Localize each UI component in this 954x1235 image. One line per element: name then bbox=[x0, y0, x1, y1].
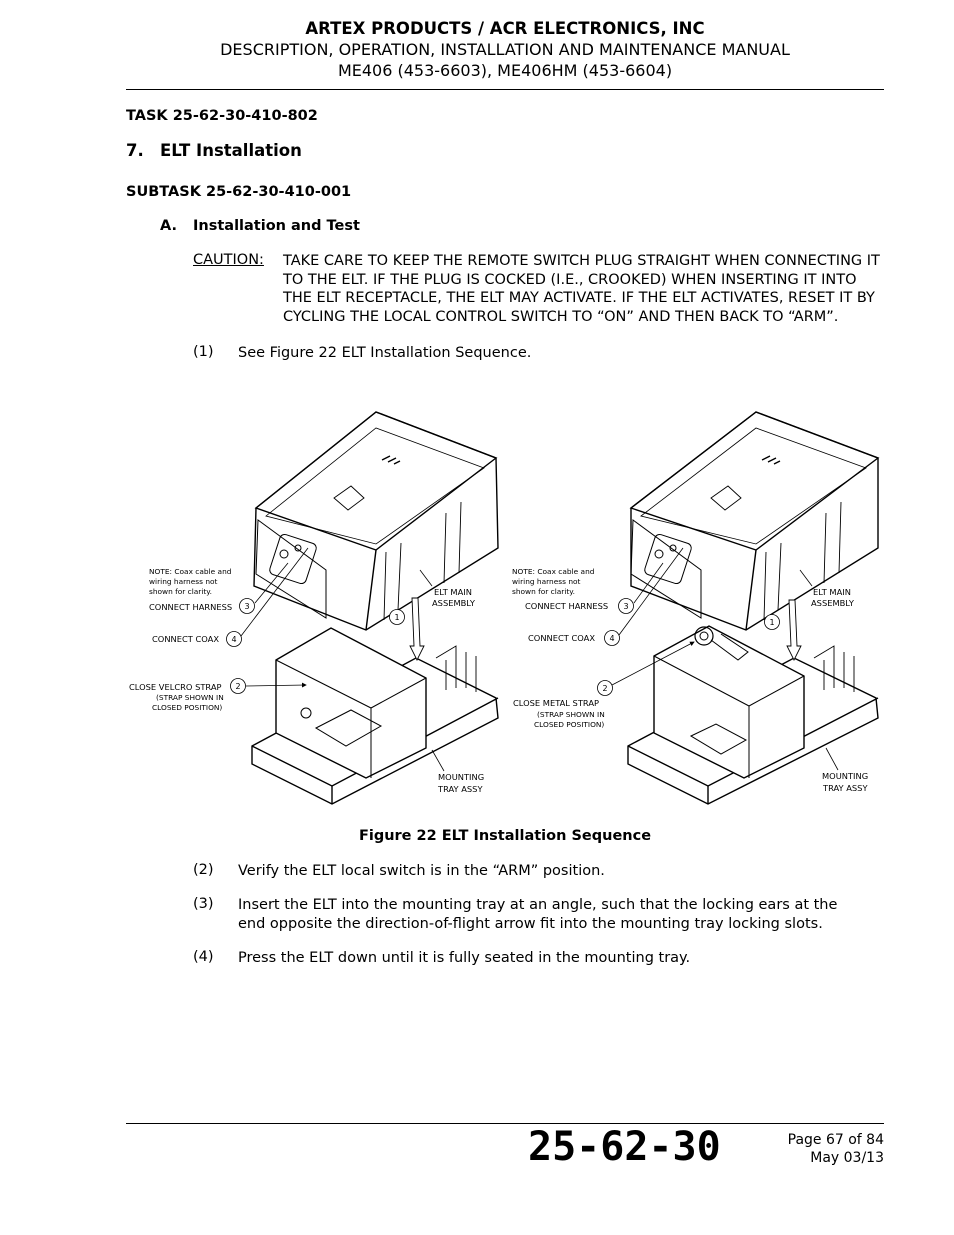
right-strap-note-line-1: (STRAP SHOWN IN bbox=[537, 710, 605, 719]
elt-installation-figure bbox=[126, 398, 884, 808]
footer-page: Page 67 of 84 bbox=[787, 1132, 884, 1148]
right-connect-harness-label: CONNECT HARNESS bbox=[525, 601, 609, 611]
right-insert-arrow bbox=[787, 600, 801, 660]
header-manual-title: DESCRIPTION, OPERATION, INSTALLATION AND MAINTENANCE MANUAL bbox=[220, 40, 790, 59]
left-note-line-3: shown for clarity. bbox=[149, 587, 212, 596]
section-title: ELT Installation bbox=[160, 141, 302, 160]
figure-caption: Figure 22 ELT Installation Sequence bbox=[358, 828, 652, 844]
step-1-number: (1) bbox=[193, 344, 214, 360]
subtask-id: SUBTASK 25-62-30-410-001 bbox=[126, 184, 352, 200]
left-strap-note-line-2: CLOSED POSITION) bbox=[152, 703, 223, 712]
left-insert-arrow bbox=[410, 598, 424, 660]
header-rule bbox=[126, 89, 884, 90]
footer-doc-number: 25-62-30 bbox=[528, 1124, 721, 1170]
step-3-text: Insert the ELT into the mounting tray at an angle, such that the locking ears at the end opposite the direction-of-flight arrow fit into the mounting tray locking slots. bbox=[238, 897, 838, 932]
footer-date: May 03/13 bbox=[810, 1150, 884, 1166]
right-main-assembly-label-2: ASSEMBLY bbox=[811, 598, 854, 608]
right-tray-label-1: MOUNTING bbox=[822, 771, 869, 781]
left-tray-label-1: MOUNTING bbox=[438, 772, 485, 782]
right-note-line-2: wiring harness not bbox=[512, 577, 581, 586]
section-number: 7. bbox=[126, 141, 144, 160]
right-callout-2-text: 2 bbox=[602, 684, 608, 693]
caution-text: TAKE CARE TO KEEP THE REMOTE SWITCH PLUG STRAIGHT WHEN CONNECTING IT TO THE ELT. IF THE PLUG IS COCKED (I.E., CROOKED) WHEN INSERTING IT INTO THE ELT RECEPTACLE, THE ELT MAY ACTIVATE. IF THE ELT ACTIVATES, RESET IT BY CYCLING THE LOCAL CONTROL SWITCH TO “ON” AND THEN BACK TO “ARM”. bbox=[283, 253, 880, 325]
step-4-text: Press the ELT down until it is fully seated in the mounting tray. bbox=[238, 950, 691, 966]
right-strap-note-line-2: CLOSED POSITION) bbox=[534, 720, 605, 729]
right-main-assembly-label-1: ELT MAIN bbox=[813, 587, 851, 597]
step-4-number: (4) bbox=[193, 949, 214, 965]
left-connect-coax-label: CONNECT COAX bbox=[152, 634, 220, 644]
right-callout-1-text: 1 bbox=[769, 618, 775, 627]
footer-rule bbox=[126, 1123, 884, 1124]
right-close-strap-label: CLOSE METAL STRAP bbox=[513, 698, 599, 708]
left-note-line-1: NOTE: Coax cable and bbox=[149, 567, 232, 576]
subsection-title: Installation and Test bbox=[193, 218, 360, 234]
left-note-line-2: wiring harness not bbox=[149, 577, 218, 586]
caution-label: CAUTION: bbox=[193, 252, 264, 268]
left-close-strap-label: CLOSE VELCRO STRAP bbox=[129, 682, 222, 692]
right-callout-3-text: 3 bbox=[623, 602, 629, 611]
right-note-line-1: NOTE: Coax cable and bbox=[512, 567, 595, 576]
header-company: ARTEX PRODUCTS / ACR ELECTRONICS, INC bbox=[305, 19, 705, 38]
left-callout-1-text: 1 bbox=[394, 613, 400, 622]
right-note-line-3: shown for clarity. bbox=[512, 587, 575, 596]
task-id: TASK 25-62-30-410-802 bbox=[126, 108, 318, 124]
left-strap-note-line-1: (STRAP SHOWN IN bbox=[156, 693, 224, 702]
step-2-number: (2) bbox=[193, 862, 214, 878]
left-connect-harness-label: CONNECT HARNESS bbox=[149, 602, 233, 612]
step-2-text: Verify the ELT local switch is in the “ARM” position. bbox=[238, 863, 605, 879]
subsection-letter: A. bbox=[160, 218, 177, 234]
right-tray-label-2: TRAY ASSY bbox=[823, 783, 868, 793]
header-models: ME406 (453-6603), ME406HM (453-6604) bbox=[337, 61, 673, 80]
left-main-assembly-label-2: ASSEMBLY bbox=[432, 598, 475, 608]
left-callout-4-text: 4 bbox=[231, 635, 237, 644]
step-3-number: (3) bbox=[193, 896, 214, 912]
left-main-assembly-label-1: ELT MAIN bbox=[434, 587, 472, 597]
left-tray-label-2: TRAY ASSY bbox=[438, 784, 483, 794]
left-callout-2-text: 2 bbox=[235, 682, 241, 691]
left-callout-3-text: 3 bbox=[244, 602, 250, 611]
right-callout-4-text: 4 bbox=[609, 634, 615, 643]
step-1-text: See Figure 22 ELT Installation Sequence. bbox=[238, 345, 532, 361]
right-connect-coax-label: CONNECT COAX bbox=[528, 633, 596, 643]
